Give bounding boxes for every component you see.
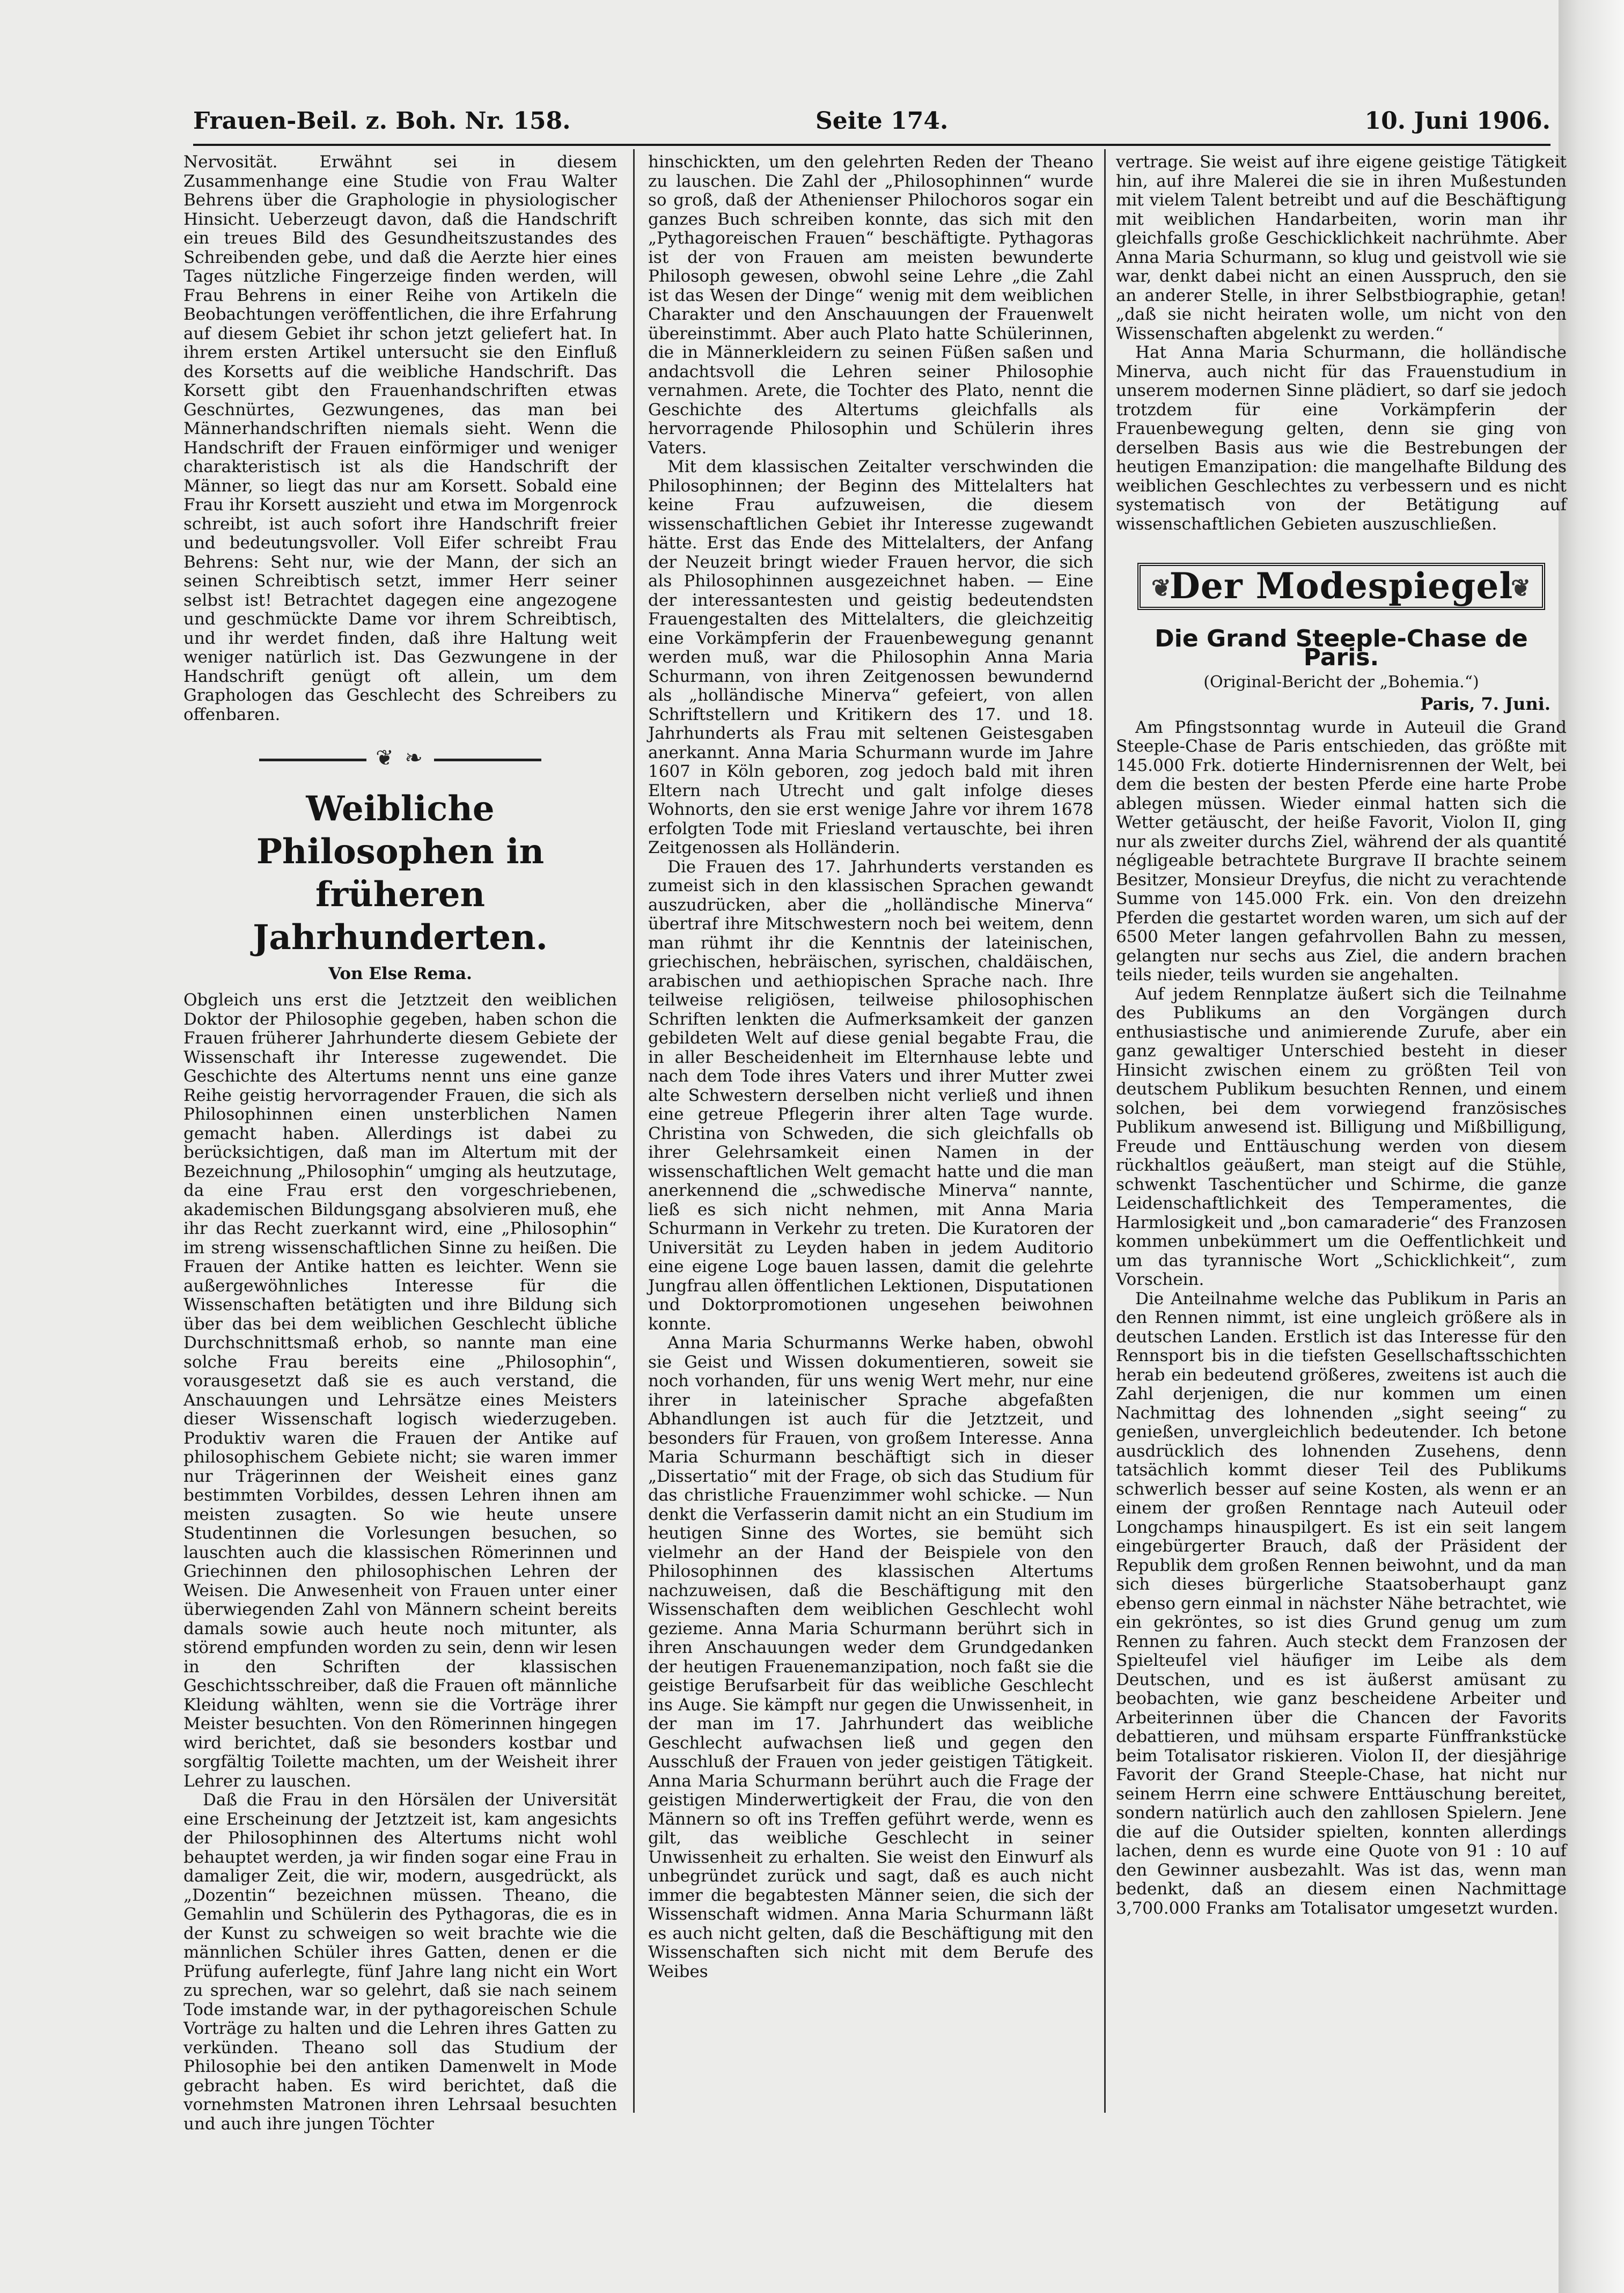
ornament-line-right	[434, 759, 541, 761]
article-title: Weibliche Philosophen in früheren Jahrhunderten.	[253, 788, 548, 958]
header-page-number: Seite 174.	[815, 107, 949, 135]
ornament-line-left	[259, 759, 366, 761]
column-3	[1116, 153, 1567, 1918]
column-divider-2	[1104, 149, 1106, 2113]
report-paragraph: Am Pfingstsonntag wurde in Auteuil die Grand Steeple-Chase de Paris entschieden, das größte mit 145.000 Frk. dotierte Hindernisrennen der Welt, bei dem die besten der besten Pferde eine harte Probe ablegen müssen. Wieder einmal hatten sich die Wetter getäuscht, der heiße Favorit, Violon II, ging nur als zweiter durchs Ziel, während der als quantité négligeable betrachtete Burgrave II brachte seinem Besitzer, Monsieur Dreyfus, die nicht zu verachtende Summe von 145.000 Frk. ein. Von den dreizehn Pferden die gestartet worden waren, um sich auf der 6500 Meter langen gefahrvollen Bahn zu messen, gelangten nur sechs aus Ziel, die andern brachen teils nieder, teils wurden sie angehalten.	[1116, 717, 1567, 984]
report-paragraph: Auf jedem Rennplatze äußert sich die Teilnahme des Publikums an den Vorgängen durch enthusiastische und animierende Zurufe, aber ein ganz gewaltiger Unterschied besteht in dieser Hinsicht zwischen einem zu größten Teil von deutschem Publikum besuchten Rennen, und einem solchen, bei dem vorwiegend französisches Publikum anwesend ist. Billigung und Mißbilligung, Freude und Enttäuschung werden von diesem rückhaltlos geäußert, man steigt auf die Stühle, schwenkt Taschentücher und Schirme, die ganze Leidenschaftlichkeit des Temperamentes, die Harmlosigkeit und „bon camaraderie“ des Franzosen kommen unbekümmert um die Oeffentlichkeit und um das tyrannische Wort „Schicklichkeit“, zum Vorschein.	[1116, 984, 1567, 1289]
article-paragraph: Hat Anna Maria Schurmann, die holländische Minerva, auch nicht für das Frauenstudium in unserem modernen Sinne plädiert, so darf sie jedoch trotzdem für eine Vorkämpferin der Frauenbewegung gelten, denn sie ging von derselben Basis aus wie die Bestrebungen der heutigen Emanzipation: die mangelhafte Bildung des weiblichen Geschlechtes zu verbessern und es nicht systematisch von der Betätigung auf wissenschaftlichen Gebieten auszuschließen.	[1116, 343, 1567, 534]
header-publication: Frauen-Beil. z. Boh. Nr. 158.	[193, 107, 571, 135]
article-paragraph: vertrage. Sie weist auf ihre eigene geistige Tätigkeit hin, auf ihre Malerei die sie in ihren Mußestunden mit vielem Talent betreibt und auf die Beschäftigung mit weiblichen Handarbeiten, worin man ihr gleichfalls große Geschicklichkeit nachrühmte. Aber Anna Maria Schurmann, so klug und geistvoll wie sie war, denkt dabei nicht an einen Ausspruch, den sie an anderer Stelle, in ihrer Selbstbiographie, getan! „daß sie nicht heiraten wolle, um nicht von den Wissenschaften abgelenkt zu werden.“	[1116, 152, 1567, 343]
article-paragraph: Mit dem klassischen Zeitalter verschwinden die Philosophinnen; der Beginn des Mittelalters hat keine Frau aufzuweisen, die diesem wissenschaftlichen Gebiet ihr Interesse zugewandt hätte. Erst das Ende des Mittelalters, der Anfang der Neuzeit bringt wieder Frauen hervor, die sich als Philosophinnen ausgezeichnet haben. — Eine der interessantesten und geistig bedeutendsten Frauengestalten des Mittelalters, die gleichzeitig eine Vorkämpferin der Frauenbewegung genannt werden muß, war die Philosophin Anna Maria Schurmann, von ihren Zeitgenossen bewundernd als „holländische Minerva“ gefeiert, von allen Schriftstellern und Kritikern des 17. und 18. Jahrhunderts als Frau mit seltenen Geistesgaben anerkannt. Anna Maria Schurmann wurde im Jahre 1607 in Köln geboren, zog jedoch bald mit ihren Eltern nach Utrecht und galt infolge dieses Wohnorts, den sie erst wenige Jahre vor ihrem 1678 erfolgten Tode mit Friesland vertauschte, bei ihren Zeitgenossen als Holländerin.	[648, 457, 1093, 857]
article-paragraph: hinschickten, um den gelehrten Reden der Theano zu lauschen. Die Zahl der „Philosophinnen“ wurde so groß, daß der Athenienser Philochoros sogar ein ganzes Buch schreiben konnte, das sich mit den „Pythagoreischen Frauen“ beschäftigte. Pythagoras ist der von Frauen am meisten bewunderte Philosoph gewesen, obwohl seine Lehre „die Zahl ist das Wesen der Dinge“ wenig mit dem weiblichen Charakter und den Anschauungen der Frauenwelt übereinstimmt. Aber auch Plato hatte Schülerinnen, die in Männerkleidern zu seinen Füßen saßen und andachtsvoll die Lehren seiner Philosophie vernahmen. Arete, die Tochter des Plato, nennt die Geschichte des Altertums gleichfalls als hervorragende Philosophin und Schülerin ihres Vaters.	[648, 152, 1093, 458]
article-paragraph: Obgleich uns erst die Jetztzeit den weiblichen Doktor der Philosophie gegeben, haben schon die Frauen früherer Jahrhunderte diesem Gebiete der Wissenschaft ihr Interesse zugewendet. Die Geschichte des Altertums nennt uns eine ganze Reihe geistig hervorragender Frauen, die sich als Philosophinnen einen unsterblichen Namen gemacht haben. Allerdings ist dabei zu berücksichtigen, daß man im Altertum mit der Bezeichnung „Philosophin“ umging als heutzutage, da eine Frau erst den vorgeschriebenen, akademischen Bildungsgang absolvieren muß, ehe ihr das Recht zuerkannt wird, eine „Philosophin“ im streng wissenschaftlichen Sinne zu heißen. Die Frauen der Antike hatten es leichter. Wenn sie außergewöhnliches Interesse für die Wissenschaften betätigten und ihre Bildung sich über das bei dem weiblichen Geschlecht übliche Durchschnittsmaß erhob, so nannte man eine solche Frau bereits eine „Philosophin“, vorausgesetzt daß sie es auch verstand, die Anschauungen und Lehrsätze eines Meisters dieser Wissenschaft logisch wiederzugeben. Produktiv waren die Frauen der Antike auf philosophischem Gebiete nicht; sie waren immer nur Trägerinnen der Weisheit eines ganz bestimmten Vorbildes, dessen Lehren ihnen am meisten zusagten. So wie heute unsere Studentinnen die Vorlesungen besuchen, so lauschten auch die klassischen Römerinnen und Griechinnen den philosophischen Lehren der Weisen. Die Anwesenheit von Frauen unter einer überwiegenden Zahl von Männern scheint bereits damals sowie auch heute noch mitunter, als störend empfunden worden zu sein, denn wir lesen in den Schriften der klassischen Geschichtsschreiber, daß die Frauen oft männliche Kleidung wählten, wenn sie die Vorträge ihrer Meister besuchten. Von den Römerinnen hingegen wird berichtet, daß sie besonders kostbar und sorgfältig Toilette machten, um der Weisheit ihrer Lehrer zu lauschen.	[183, 990, 617, 1791]
article-paragraph: Anna Maria Schurmanns Werke haben, obwohl sie Geist und Wissen dokumentieren, soweit sie noch vorhanden, für uns wenig Wert mehr, nur eine ihrer in lateinischer Sprache abgefaßten Abhandlungen ist auch für die Jetztzeit, und besonders für Frauen, von großem Interesse. Anna Maria Schurmann beschäftigt sich in dieser „Dissertatio“ mit der Frage, ob sich das Studium für das christliche Frauenzimmer wohl schicke. — Nun denkt die Verfasserin damit nicht an ein Studium im heutigen Sinne des Wortes, sie bemüht sich vielmehr an der Hand der Beispiele von den Philosophinnen des klassischen Altertums nachzuweisen, daß die Beschäftigung mit den Wissenschaften dem weiblichen Geschlecht wohl gezieme. Anna Maria Schurmann berührt sich in ihren Anschauungen weder dem Grundgedanken der heutigen Frauenemanzipation, noch faßt sie die geistige Berufsarbeit für das weibliche Geschlecht ins Auge. Sie kämpft nur gegen die Unwissenheit, in der man im 17. Jahrhundert das weibliche Geschlecht aufwachsen ließ und gegen den Ausschluß der Frauen von jeder geistigen Tätigkeit. Anna Maria Schurmann berührt auch die Frage der geistigen Minderwertigkeit der Frau, die von den Männern so oft ins Treffen geführt werde, wenn es gilt, das weibliche Geschlecht in seiner Unwissenheit zu erhalten. Sie weist den Einwurf als unbegründet zurück und sagt, daß es auch nicht immer die begabtesten Männer seien, die sich der Wissenschaft widmen. Anna Maria Schurmann läßt es auch nicht gelten, daß die Beschäftigung mit den Wissenschaften sich nicht mit dem Berufe des Weibes	[648, 1333, 1093, 1981]
article-byline: Von Else Rema.	[328, 964, 472, 983]
header-rule	[193, 144, 1550, 146]
article-paragraph: Daß die Frau in den Hörsälen der Universität eine Erscheinung der Jetztzeit ist, kam angesichts der Philosophinnen des Altertums nicht wohl behauptet werden, ja wir finden sogar eine Frau in damaliger Zeit, die wir, modern, ausgedrückt, als „Dozentin“ bezeichnen müssen. Theano, die Gemahlin und Schülerin des Pythagoras, die es in der Kunst zu schweigen so weit brachte wie die männlichen Schüler ihres Gatten, denen er die Prüfung auferlegte, fünf Jahre lang nicht ein Wort zu sprechen, war so gelehrt, daß sie nach seinem Tode imstande war, in der pythagoreischen Schule Vorträge zu halten und die Lehren ihres Gatten zu verkünden. Theano soll das Studium der Philosophie bei den antiken Damenwelt in Mode gebracht haben. Es wird berichtet, daß die vornehmsten Matronen ihren Lehrsaal besuchten und auch ihre jungen Töchter	[183, 1790, 617, 2134]
header-date: 10. Juni 1906.	[1364, 107, 1550, 135]
article-paragraph: Die Frauen des 17. Jahrhunderts verstanden es zumeist sich in den klassischen Sprachen gewandt auszudrücken, aber die „holländische Minerva“ übertraf ihre Mitschwestern noch bei weitem, denn man rühmt ihr die Kenntnis der lateinischen, griechischen, hebräischen, syrischen, chaldäischen, arabischen und aethiopischen Sprache nach. Ihre teilweise religiösen, teilweise philosophischen Schriften lenkten die Aufmerksamkeit der ganzen gebildeten Welt auf diese genial begabte Frau, die in aller Bescheidenheit im Elternhause lebte und nach dem Tode ihres Vaters und ihrer Mutter zwei alte Schwestern derselben nicht verließ und ihnen eine getreue Pflegerin ihrer alten Tage wurde. Christina von Schweden, die sich gleichfalls ob ihrer Gelehrsamkeit einen Namen in der wissenschaftlichen Welt gemacht hatte und die man anerkennend die „schwedische Minerva“ nannte, ließ es sich nicht nehmen, mit Anna Maria Schurmann in Verkehr zu treten. Die Kuratoren der Universität zu Leyden haben in jedem Auditorio eine eigene Loge bauen lassen, damit die gelehrte Jungfrau allen öffentlichen Lektionen, Disputationen und Doktorpromotionen ungesehen beiwohnen konnte.	[648, 857, 1093, 1334]
report-title: Die Grand Steeple-Chase de Paris.	[1155, 624, 1528, 671]
report-source-note: (Original-Bericht der „Bohemia.“)	[1203, 672, 1479, 692]
column-1	[183, 153, 617, 2134]
report-paragraph: Die Anteilnahme welche das Publikum in Paris an den Rennen nimmt, ist eine ungleich größere als in deutschen Landen. Erstlich ist das Interesse für den Rennsport bis in die tiefsten Gesellschaftsschichten herab ein bedeutend größeres, zweitens ist auch die Zahl derjenigen, die nur kommen um einen Nachmittag des lohnenden „sight seeing“ zu genießen, unvergleichlich bedeutender. Ich betone ausdrücklich des lohnenden Zusehens, denn tatsächlich kommt dieser Teil des Publikums schwerlich besser auf seine Kosten, als wenn er an einem der großen Renntage nach Auteuil oder Longchamps hinauspilgert. Es ist ein seit langem eingebürgerter Brauch, daß der Präsident der Republik dem großen Rennen beiwohnt, und da man sich dieses bürgerliche Staatsoberhaupt ganz ebenso gern einmal in nächster Nähe betrachtet, wie ein gekröntes, so ist dies Grund genug um zum Rennen zu fahren. Auch steckt dem Franzosen der Spielteufel viel häufiger im Leibe als dem Deutschen, und es ist äußerst amüsant zu beobachten, wie ganz bescheidene Arbeiter und Arbeiterinnen über die Chancen der Favorits debattieren, und mühsam ersparte Fünffrankstücke beim Totalisator riskieren. Violon II, der diesjährige Favorit der Grand Steeple-Chase, hat nicht nur seinem Herrn eine schwere Enttäuschung bereitet, sondern natürlich auch den zahllosen Spielern. Jene die auf die Outsider spielten, konnten allerdings lachen, denn es wurde eine Quote von 91 : 10 auf den Gewinner ausbezahlt. Was ist das, wenn man bedenkt, daß an diesem einen Nachmittage 3,700.000 Franks am Totalisator umgesetzt wurden.	[1116, 1289, 1567, 1918]
column-2	[648, 153, 1093, 1981]
column-divider-1	[633, 149, 635, 2113]
floral-ornament-icon: ❦	[1151, 575, 1172, 602]
ornament-flourish: ❦ ❧	[376, 746, 425, 770]
section-title: Der Modespiegel	[1169, 565, 1513, 607]
report-dateline: Paris, 7. Juni.	[1420, 694, 1550, 714]
page-edge	[1559, 0, 1624, 2293]
floral-ornament-icon: ❦	[1511, 575, 1531, 602]
page-header	[193, 107, 1550, 142]
section-ornament	[183, 746, 617, 770]
section-title-box	[1137, 563, 1545, 610]
graphology-paragraph: Nervosität. Erwähnt sei in diesem Zusammenhange eine Studie von Frau Walter Behrens über die Graphologie in physiologischer Hinsicht. Ueberzeugt davon, daß die Handschrift ein treues Bild des Gesundheitszustandes des Schreibenden gebe, und daß die Aerzte hier eines Tages nützliche Fingerzeige finden werden, will Frau Behrens in einer Reihe von Artikeln die Beobachtungen veröffentlichen, die ihre Erfahrung auf diesem Gebiet ihr schon jetzt geliefert hat. In ihrem ersten Artikel untersucht sie den Einfluß des Korsetts auf die weibliche Handschrift. Das Korsett gibt den Frauenhandschriften etwas Geschnürtes, Gezwungenes, das man bei Männerhandschriften niemals sieht. Wenn die Handschrift der Frauen einförmiger und weniger charakteristisch ist als die Handschrift der Männer, so liegt das nur am Korsett. Sobald eine Frau ihr Korsett auszieht und etwa im Morgenrock schreibt, ist auch sofort ihre Handschrift freier und bedeutungsvoller. Voll Eifer schreibt Frau Behrens: Seht nur, wie der Mann, der sich an seinen Schreibtisch setzt, immer Herr seiner selbst ist! Betrachtet dagegen eine angezogene und geschmückte Dame vor ihrem Schreibtisch, und ihr werdet finden, daß ihre Haltung weit weniger natürlich ist. Das Gezwungene in der Handschrift genügt oft allein, um dem Graphologen das Geschlecht des Schreibers zu offenbaren.	[183, 152, 617, 724]
